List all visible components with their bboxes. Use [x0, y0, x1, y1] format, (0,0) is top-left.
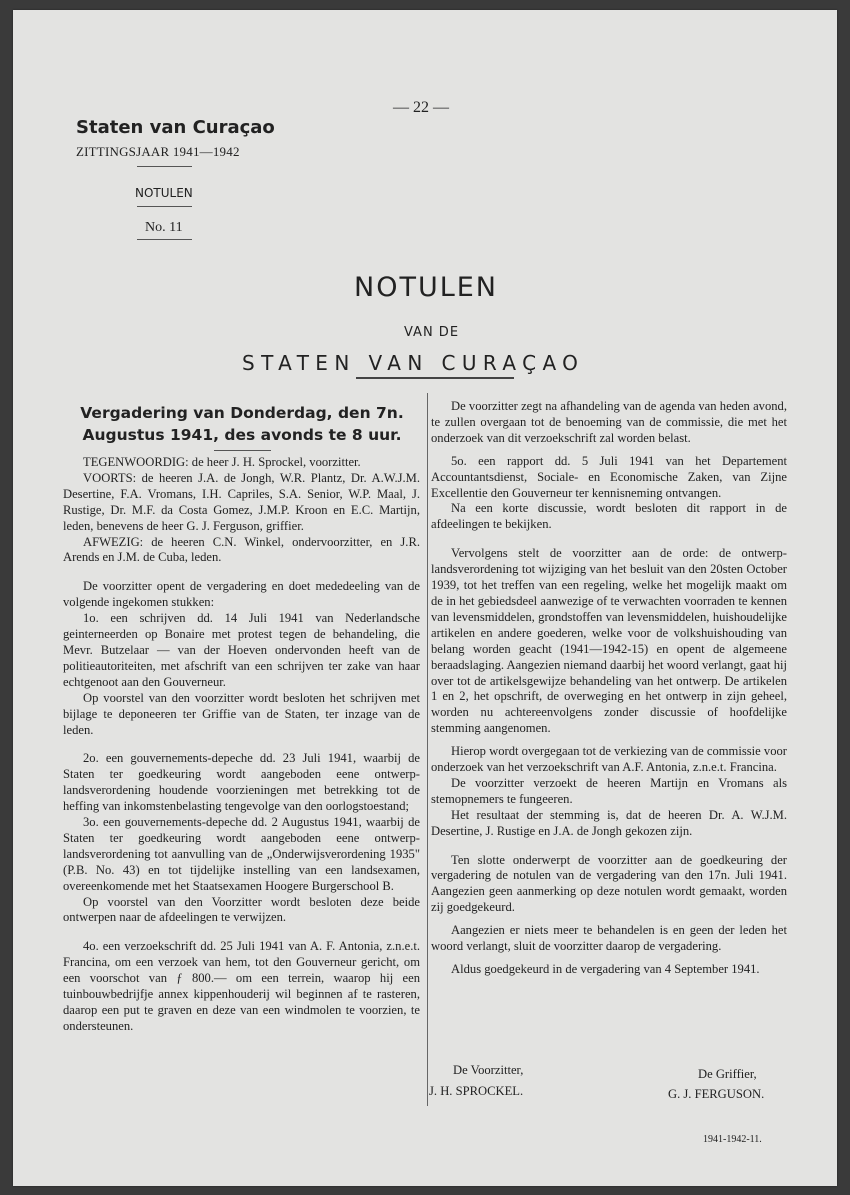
paragraph: 2o. een gouvernements-depeche dd. 23 Juli 1941, waarbij de Staten ter goedkeuring wordt aangeboden eene ontwerp-landsverordening houdende voorzieningen met betrekking tot de heffing van inkomstenbelasting tengevolge van den oorlogstoestand; [63, 751, 420, 814]
document-number: No. 11 [145, 220, 183, 235]
column-divider [427, 393, 428, 1106]
header-divider [137, 239, 192, 240]
paragraph: Aldus goedgekeurd in de vergadering van 4 September 1941. [451, 962, 760, 976]
paragraph: De voorzitter verzoekt de heeren Martijn en Vromans als stemopnemers te fungeeren. [431, 775, 787, 806]
organization-name: Staten van Curaçao [76, 117, 275, 138]
right-column [431, 399, 787, 978]
meeting-title: Vergadering van Donderdag, den 7n. Augustus 1941, des avonds te 8 uur. [80, 404, 404, 444]
paragraph: 1o. een schrijven dd. 14 Juli 1941 van Nederlandsche geinterneerden op Bonaire met protest tegen de behandeling, die Mevr. Butzelaar — van der Hoeven ondervonden heeft van de politieautoriteiten, met afschrift van een schrijven ter zake van haar echtgenoot aan den Gouverneur. [63, 611, 420, 689]
document-page [13, 10, 837, 1186]
paragraph: 5o. een rapport dd. 5 Juli 1941 van het Departement Accountantsdienst, Sociale- en Economische Zaken, van Zijne Excellentie den Gouverneur ter kennisneming ontvangen. [431, 453, 787, 500]
session-year: ZITTINGSJAAR 1941—1942 [76, 144, 240, 159]
paragraph: Hierop wordt overgegaan tot de verkiezing van de commissie voor onderzoek van het verzoekschrift van A.F. Antonia, z.n.e.t. Francina. [431, 744, 787, 775]
chairman-role: De Voorzitter, [453, 1063, 524, 1077]
clerk-role: De Griffier, [698, 1067, 757, 1081]
main-title: NOTULEN [354, 272, 499, 303]
meeting-title-rule [214, 450, 271, 451]
paragraph: Aangezien er niets meer te behandelen is en geen der leden het woord verlangt, sluit de voorzitter daarop de vergadering. [431, 923, 787, 954]
paragraph: Na een korte discussie, wordt besloten dit rapport in de afdeelingen te bekijken. [431, 501, 787, 532]
paragraph: Ten slotte onderwerpt de voorzitter aan de goedkeuring der vergadering de notulen van de vergadering van den 17n. Juli 1941. Aangezien geen aanmerking op deze notulen wordt gemaakt, worden zij goedgekeurd. [431, 852, 787, 915]
paragraph: Op voorstel van den Voorzitter wordt besloten deze beide ontwerpen naar de afdeelingen te verwijzen. [63, 894, 420, 925]
paragraph: Het resultaat der stemming is, dat de heeren Dr. A. W.J.M. Desertine, J. Rustige en J.A. de Jongh gekozen zijn. [431, 807, 787, 838]
clerk-name: G. J. FERGUSON. [668, 1087, 765, 1101]
paragraph: De voorzitter opent de vergadering en doet mededeeling van de volgende ingekomen stukken: [63, 579, 420, 610]
header-divider [137, 166, 192, 167]
paragraph: 4o. een verzoekschrift dd. 25 Juli 1941 van A. F. Antonia, z.n.e.t. Francina, om een verzoek van hem, tot den Gouverneur gericht, om een voorschot van ƒ 800.— om een terrein, waarop hij een tuinbouwbedrijfje annex kippenhouderij wil beginnen af te rasteren, daarop een put te graven en deze van een windmolen te voorzien, te ondersteunen. [63, 939, 420, 1033]
paragraph: Vervolgens stelt de voorzitter aan de orde: de ontwerp-landsverordening tot wijziging van het besluit van den 20sten October 1939, tot het treffen van een regeling, welke het mogelijk maakt om de in het gebiedsdeel aanwezige of te verwachten voorraden te kennen van levensmiddelen, grondstoffen van levensmiddelen, huishoudelijke artikelen en andere goederen, welke voor de volkshuishouding van belang worden geacht (1941—1942-15) en opent de algemeene beraadslaging. Aangezien niemand daarbij het woord verlangt, gaat hij over tot de artikelsgewijze behandeling van het ontwerp. De artikelen 1 en 2, het opschrift, de overweging en het ontwerp in zijn geheel, worden nu achtereenvolgens zonder discussie of hoofdelijke stemming aangenomen. [431, 546, 787, 736]
paragraph: De voorzitter zegt na afhandeling van de agenda van heden avond, te zullen overgaan tot de benoeming van de commissie, die met het onderzoek van dit verzoekschrift zal worden belast. [431, 399, 787, 445]
chairman-name: J. H. SPROCKEL. [429, 1084, 524, 1098]
paragraph: TEGENWOORDIG: de heer J. H. Sprockel, voorzitter. [83, 455, 361, 469]
paragraph: AFWEZIG: de heeren C.N. Winkel, ondervoorzitter, en J.R. Arends en J.M. de Cuba, leden. [63, 534, 420, 565]
section-label: NOTULEN [135, 186, 193, 200]
assembly-title: STATEN VAN CURAÇAO [242, 351, 585, 375]
subtitle: VAN DE [404, 325, 460, 340]
document-code: 1941-1942-11. [703, 1134, 762, 1145]
paragraph: Op voorstel van den voorzitter wordt besloten het schrijven met bijlage te deponeeren ter Griffie van de Staten, ter inzage van de leden. [63, 690, 420, 737]
paragraph: VOORTS: de heeren J.A. de Jongh, W.R. Plantz, Dr. A.W.J.M. Desertine, F.A. Vromans, I.H. Capriles, S.A. Senior, W.P. Maal, J. Rustige, Dr. M.F. da Costa Gomez, J.M.P. Kroon en E.C. Martijn, leden, benevens de heer G. J. Ferguson, griffier. [63, 470, 420, 533]
left-column [63, 455, 420, 1035]
paragraph: 3o. een gouvernements-depeche dd. 2 Augustus 1941, waarbij de Staten ter goedkeuring wordt aangeboden eene ontwerp-landsverordening tot aanvulling van de „Onderwijsverordening 1935" (P.B. No. 43) en tot tijdelijke instelling van een landsexamen, overeenkomende met het Staatsexamen Hoogere Burgerschool B. [63, 815, 420, 893]
page-number: — 22 — [393, 99, 449, 116]
header-divider [137, 206, 192, 207]
title-underline [356, 377, 514, 379]
